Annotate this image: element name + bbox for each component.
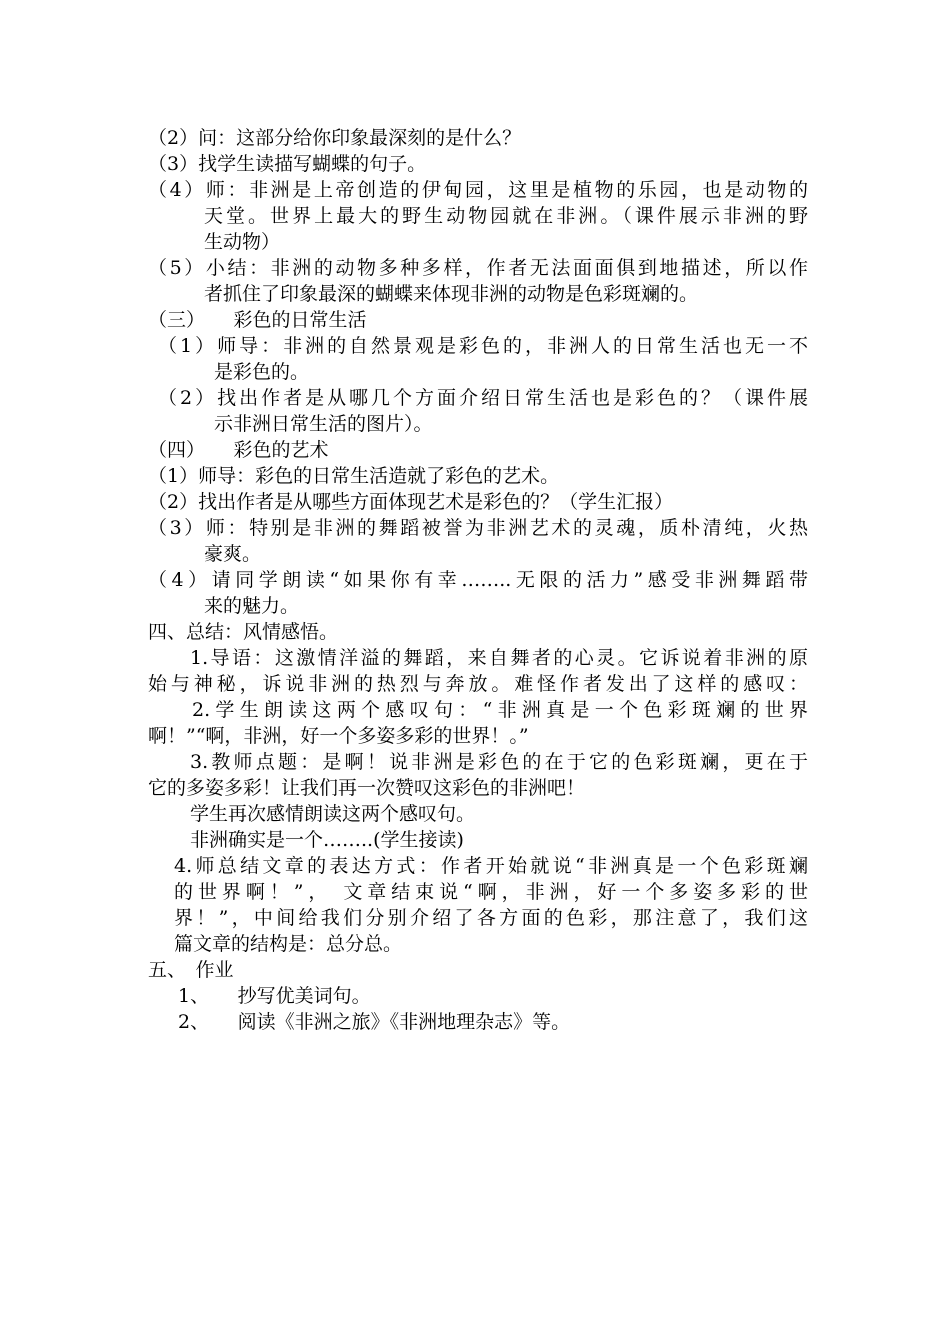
text-line: 的世界啊！”， 文章结束说“啊，非洲，好一个多姿多彩的世: [174, 881, 808, 903]
text-line: （1）师导：非洲的自然景观是彩色的，非洲人的日常生活也无一不: [158, 335, 808, 357]
text-line: （4）师：非洲是上帝创造的伊甸园，这里是植物的乐园，也是动物的: [148, 179, 808, 201]
text-line: 界！”，中间给我们分别介绍了各方面的色彩，那注意了，我们这: [174, 907, 808, 929]
text-line: 生动物）: [204, 231, 281, 253]
section-heading: （四） 彩色的艺术: [148, 439, 329, 461]
text-line: 豪爽。: [204, 543, 262, 565]
text-line: 者抓住了印象最深的蝴蝶来体现非洲的动物是色彩斑斓的。: [204, 283, 699, 305]
text-line: （3）师：特别是非洲的舞蹈被誉为非洲艺术的灵魂，质朴清纯，火热: [148, 517, 808, 539]
text-line: 1.导语：这激情洋溢的舞蹈，来自舞者的心灵。它诉说着非洲的原: [190, 647, 808, 669]
text-line: 啊！”“啊，非洲，好一个多姿多彩的世界！。”: [148, 725, 529, 747]
section-heading: （三） 彩色的日常生活: [148, 309, 367, 331]
section-heading: 五、 作业: [148, 959, 234, 981]
text-line: 3.教师点题：是啊！说非洲是彩色的在于它的色彩斑斓，更在于: [190, 751, 808, 773]
text-line: 篇文章的结构是：总分总。: [174, 933, 403, 955]
text-line: 非洲确实是一个……..(学生接读): [190, 829, 464, 851]
text-line: （2）问：这部分给你印象最深刻的是什么？: [148, 127, 522, 149]
text-line: 2.学生朗读这两个感叹句：“非洲真是一个色彩斑斓的世界: [192, 699, 808, 721]
text-line: （3）找学生读描写蝴蝶的句子。: [148, 153, 427, 175]
text-line: 示非洲日常生活的图片）。: [214, 413, 433, 435]
text-line: 来的魅力。: [204, 595, 300, 617]
text-line: 学生再次感情朗读这两个感叹句。: [190, 803, 476, 825]
text-line: （2）找出作者是从哪几个方面介绍日常生活也是彩色的？（课件展: [158, 387, 808, 409]
text-line: 始与神秘，诉说非洲的热烈与奔放。难怪作者发出了这样的感叹：: [148, 673, 808, 695]
section-heading: 四、总结：风情感悟。: [148, 621, 339, 643]
text-line: （4）请同学朗读“如果你有幸……..无限的活力”感受非洲舞蹈带: [148, 569, 808, 591]
text-line: 是彩色的。: [214, 361, 310, 383]
list-item: 2、 阅读《非洲之旅》《非洲地理杂志》等。: [178, 1011, 571, 1033]
text-line: （2）找出作者是从哪些方面体现艺术是彩色的？（学生汇报）: [148, 491, 674, 513]
text-line: （1）师导：彩色的日常生活造就了彩色的艺术。: [148, 465, 560, 487]
text-line: （5）小结：非洲的动物多种多样，作者无法面面俱到地描述，所以作: [148, 257, 808, 279]
text-line: 天堂。世界上最大的野生动物园就在非洲。（课件展示非洲的野: [204, 205, 808, 227]
list-item: 1、 抄写优美词句。: [178, 985, 371, 1007]
text-line: 4.师总结文章的表达方式：作者开始就说“非洲真是一个色彩斑斓: [174, 855, 808, 877]
text-line: 它的多姿多彩！让我们再一次赞叹这彩色的非洲吧！: [148, 777, 586, 799]
